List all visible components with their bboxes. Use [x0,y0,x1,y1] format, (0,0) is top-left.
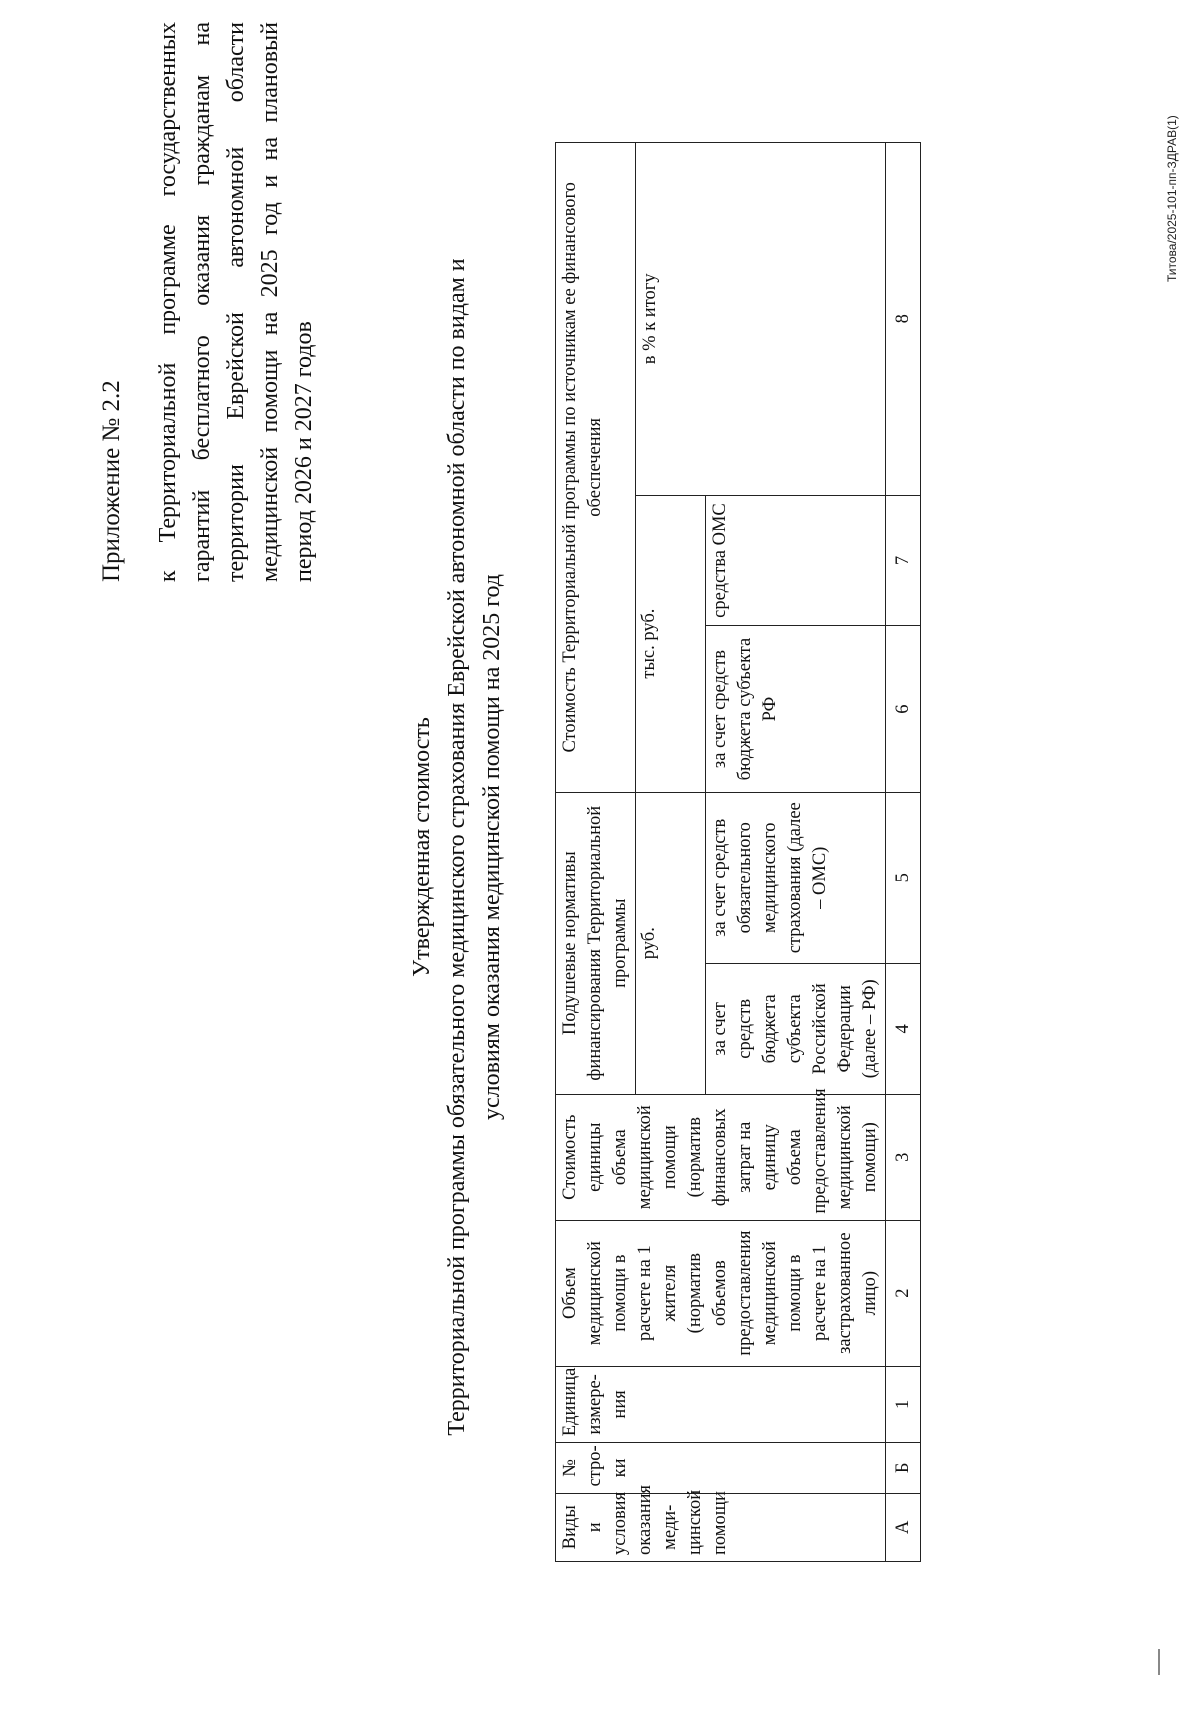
footer-document-code: Титова/2025-101-пп-ЗДРАВ(1) [1165,115,1179,282]
header-col-8: в % к итогу [636,143,886,496]
header-group-per-capita: Подушевые нормативы финансирования Территориальной программы [556,792,636,1094]
column-number-5: 5 [886,792,921,963]
header-row-1 [556,143,636,1562]
column-number-1: 1 [886,1366,921,1443]
document-title-line1: Утвержденная стоимость [409,717,435,977]
column-number-a: А [886,1493,921,1561]
document-title [405,127,510,1567]
appendix-title: Приложение № 2.2 [98,380,125,582]
document-title-line2: Территориальной программы обязательного медицинского страхования Еврейской автономной области по видам и [444,258,470,1436]
appendix-block [95,22,321,582]
cost-table [555,142,921,1562]
column-number-7: 7 [886,495,921,626]
column-number-4: 4 [886,963,921,1094]
header-col-7: средства ОМС [706,495,886,626]
column-numbering-row [886,143,921,1562]
column-number-2: 2 [886,1220,921,1366]
header-col-4: за счет средств бюджета субъекта Российской Федерации (далее – РФ) [706,963,886,1094]
header-col-1: Единица измере-ния [556,1366,886,1443]
header-unit-rub: руб. [636,792,706,1094]
column-number-3: 3 [886,1094,921,1220]
column-number-8: 8 [886,143,921,496]
document-title-line3: условиям оказания медицинской помощи на 2025 год [479,573,505,1121]
column-number-6: 6 [886,626,921,792]
column-number-b: Б [886,1443,921,1493]
header-group-cost: Стоимость Территориальной программы по источникам ее финансового обеспечения [556,143,636,793]
scan-mark [1158,1649,1160,1675]
header-col-b: № стро-ки [556,1443,886,1493]
header-col-3: Стоимость единицы объема медицинской помощи (норматив финансовых затрат на единицу объема предоставления медицинской помощи) [556,1094,886,1220]
appendix-text: к Территориальной программе государственных гарантий бесплатного оказания гражданам на территории Еврейской автономной области медицинской помощи на 2025 год и на плановый период 2026 и 2027 годов [155,22,317,582]
header-col-a: Виды и условия оказания меди-цинской помощи [556,1493,886,1561]
header-col-6: за счет средств бюджета субъекта РФ [706,626,886,792]
header-col-2: Объем медицинской помощи в расчете на 1 жителя (норматив объемов предоставления медицинской помощи в расчете на 1 застрахованное лицо) [556,1220,886,1366]
header-col-5: за счет средств обязательного медицинского страхования (далее – ОМС) [706,792,886,963]
header-unit-thousand-rub: тыс. руб. [636,495,706,792]
